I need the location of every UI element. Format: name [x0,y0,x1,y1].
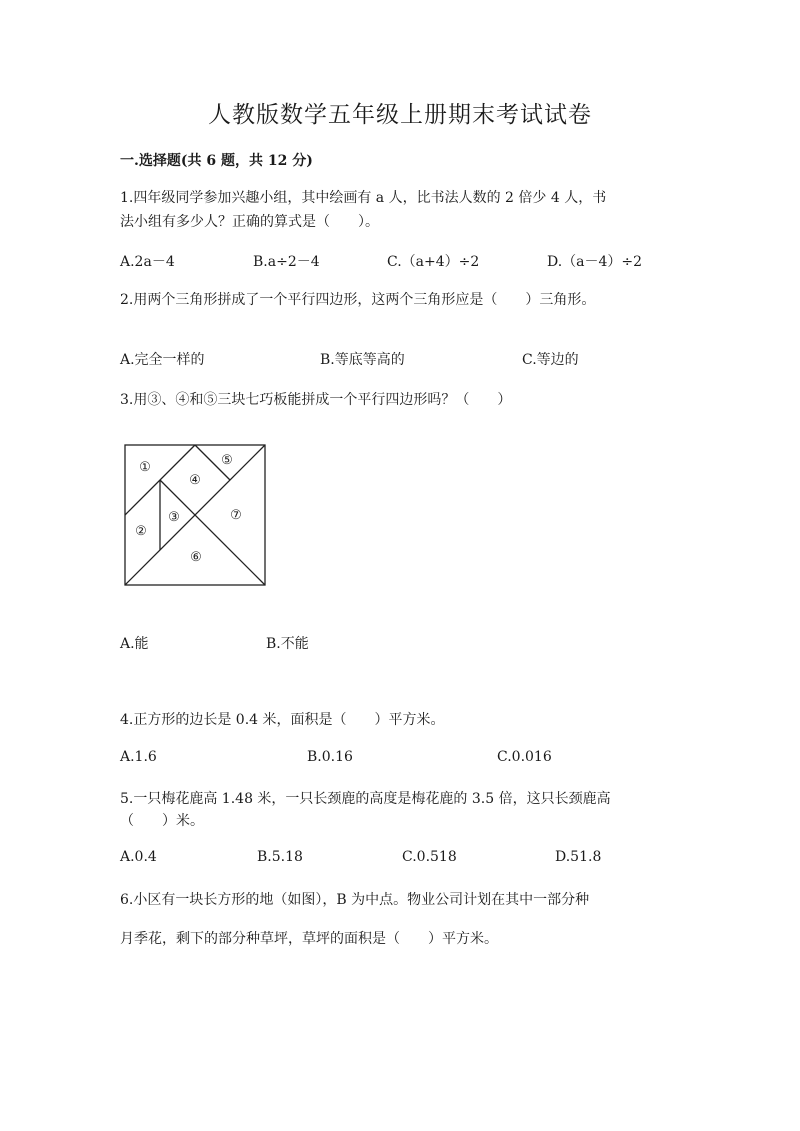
piece-label-3: ③ [168,510,180,525]
piece-label-1: ① [139,460,151,475]
piece-label-6: ⑥ [190,550,202,565]
question-2-option-a: A.完全一样的 [120,352,205,368]
question-2-line-1: 2.用两个三角形拼成了一个平行四边形，这两个三角形应是（ ）三角形。 [120,292,596,308]
question-4-line-1: 4.正方形的边长是 0.4 米，面积是（ ）平方米。 [120,712,445,728]
question-3-option-b: B.不能 [266,636,309,652]
question-5-option-d: D.51.8 [555,849,602,865]
tangram-figure [120,440,270,590]
question-2-option-b: B.等底等高的 [320,352,405,368]
question-5-line-2: （ ）米。 [120,813,204,829]
question-1-option-c: C.（a+4）÷2 [387,254,480,270]
question-1-option-b: B.a÷2－4 [253,254,320,270]
question-4-option-a: A.1.6 [120,749,157,765]
question-5-option-a: A.0.4 [120,849,157,865]
question-3-line-1: 3.用③、④和⑤三块七巧板能拼成一个平行四边形吗？（ ） [120,392,512,408]
question-1-line-2: 法小组有多少人？正确的算式是（ ）。 [120,214,379,230]
question-6-line-1: 6.小区有一块长方形的地（如图），B 为中点。物业公司计划在其中一部分种 [120,892,590,908]
section-heading: 一.选择题(共 6 题，共 12 分) [120,153,313,169]
piece-label-4: ④ [189,473,201,488]
question-1-line-1: 1.四年级同学参加兴趣小组，其中绘画有 a 人，比书法人数的 2 倍少 4 人，书 [120,190,607,206]
question-5-option-b: B.5.18 [257,849,303,865]
question-4-option-c: C.0.016 [497,749,552,765]
question-5-line-1: 5.一只梅花鹿高 1.48 米，一只长颈鹿的高度是梅花鹿的 3.5 倍，这只长颈鹿高 [120,791,611,807]
piece-label-5: ⑤ [221,453,233,468]
question-5-option-c: C.0.518 [402,849,457,865]
question-1-option-a: A.2a－4 [120,254,175,270]
question-1-option-d: D.（a－4）÷2 [547,254,643,270]
question-4-option-b: B.0.16 [307,749,353,765]
question-3-option-a: A.能 [120,636,149,652]
question-2-option-c: C.等边的 [522,352,579,368]
piece-label-2: ② [135,524,147,539]
piece-label-7: ⑦ [230,508,242,523]
question-6-line-2: 月季花，剩下的部分种草坪，草坪的面积是（ ）平方米。 [120,931,498,947]
page-title: 人教版数学五年级上册期末考试试卷 [208,102,592,128]
